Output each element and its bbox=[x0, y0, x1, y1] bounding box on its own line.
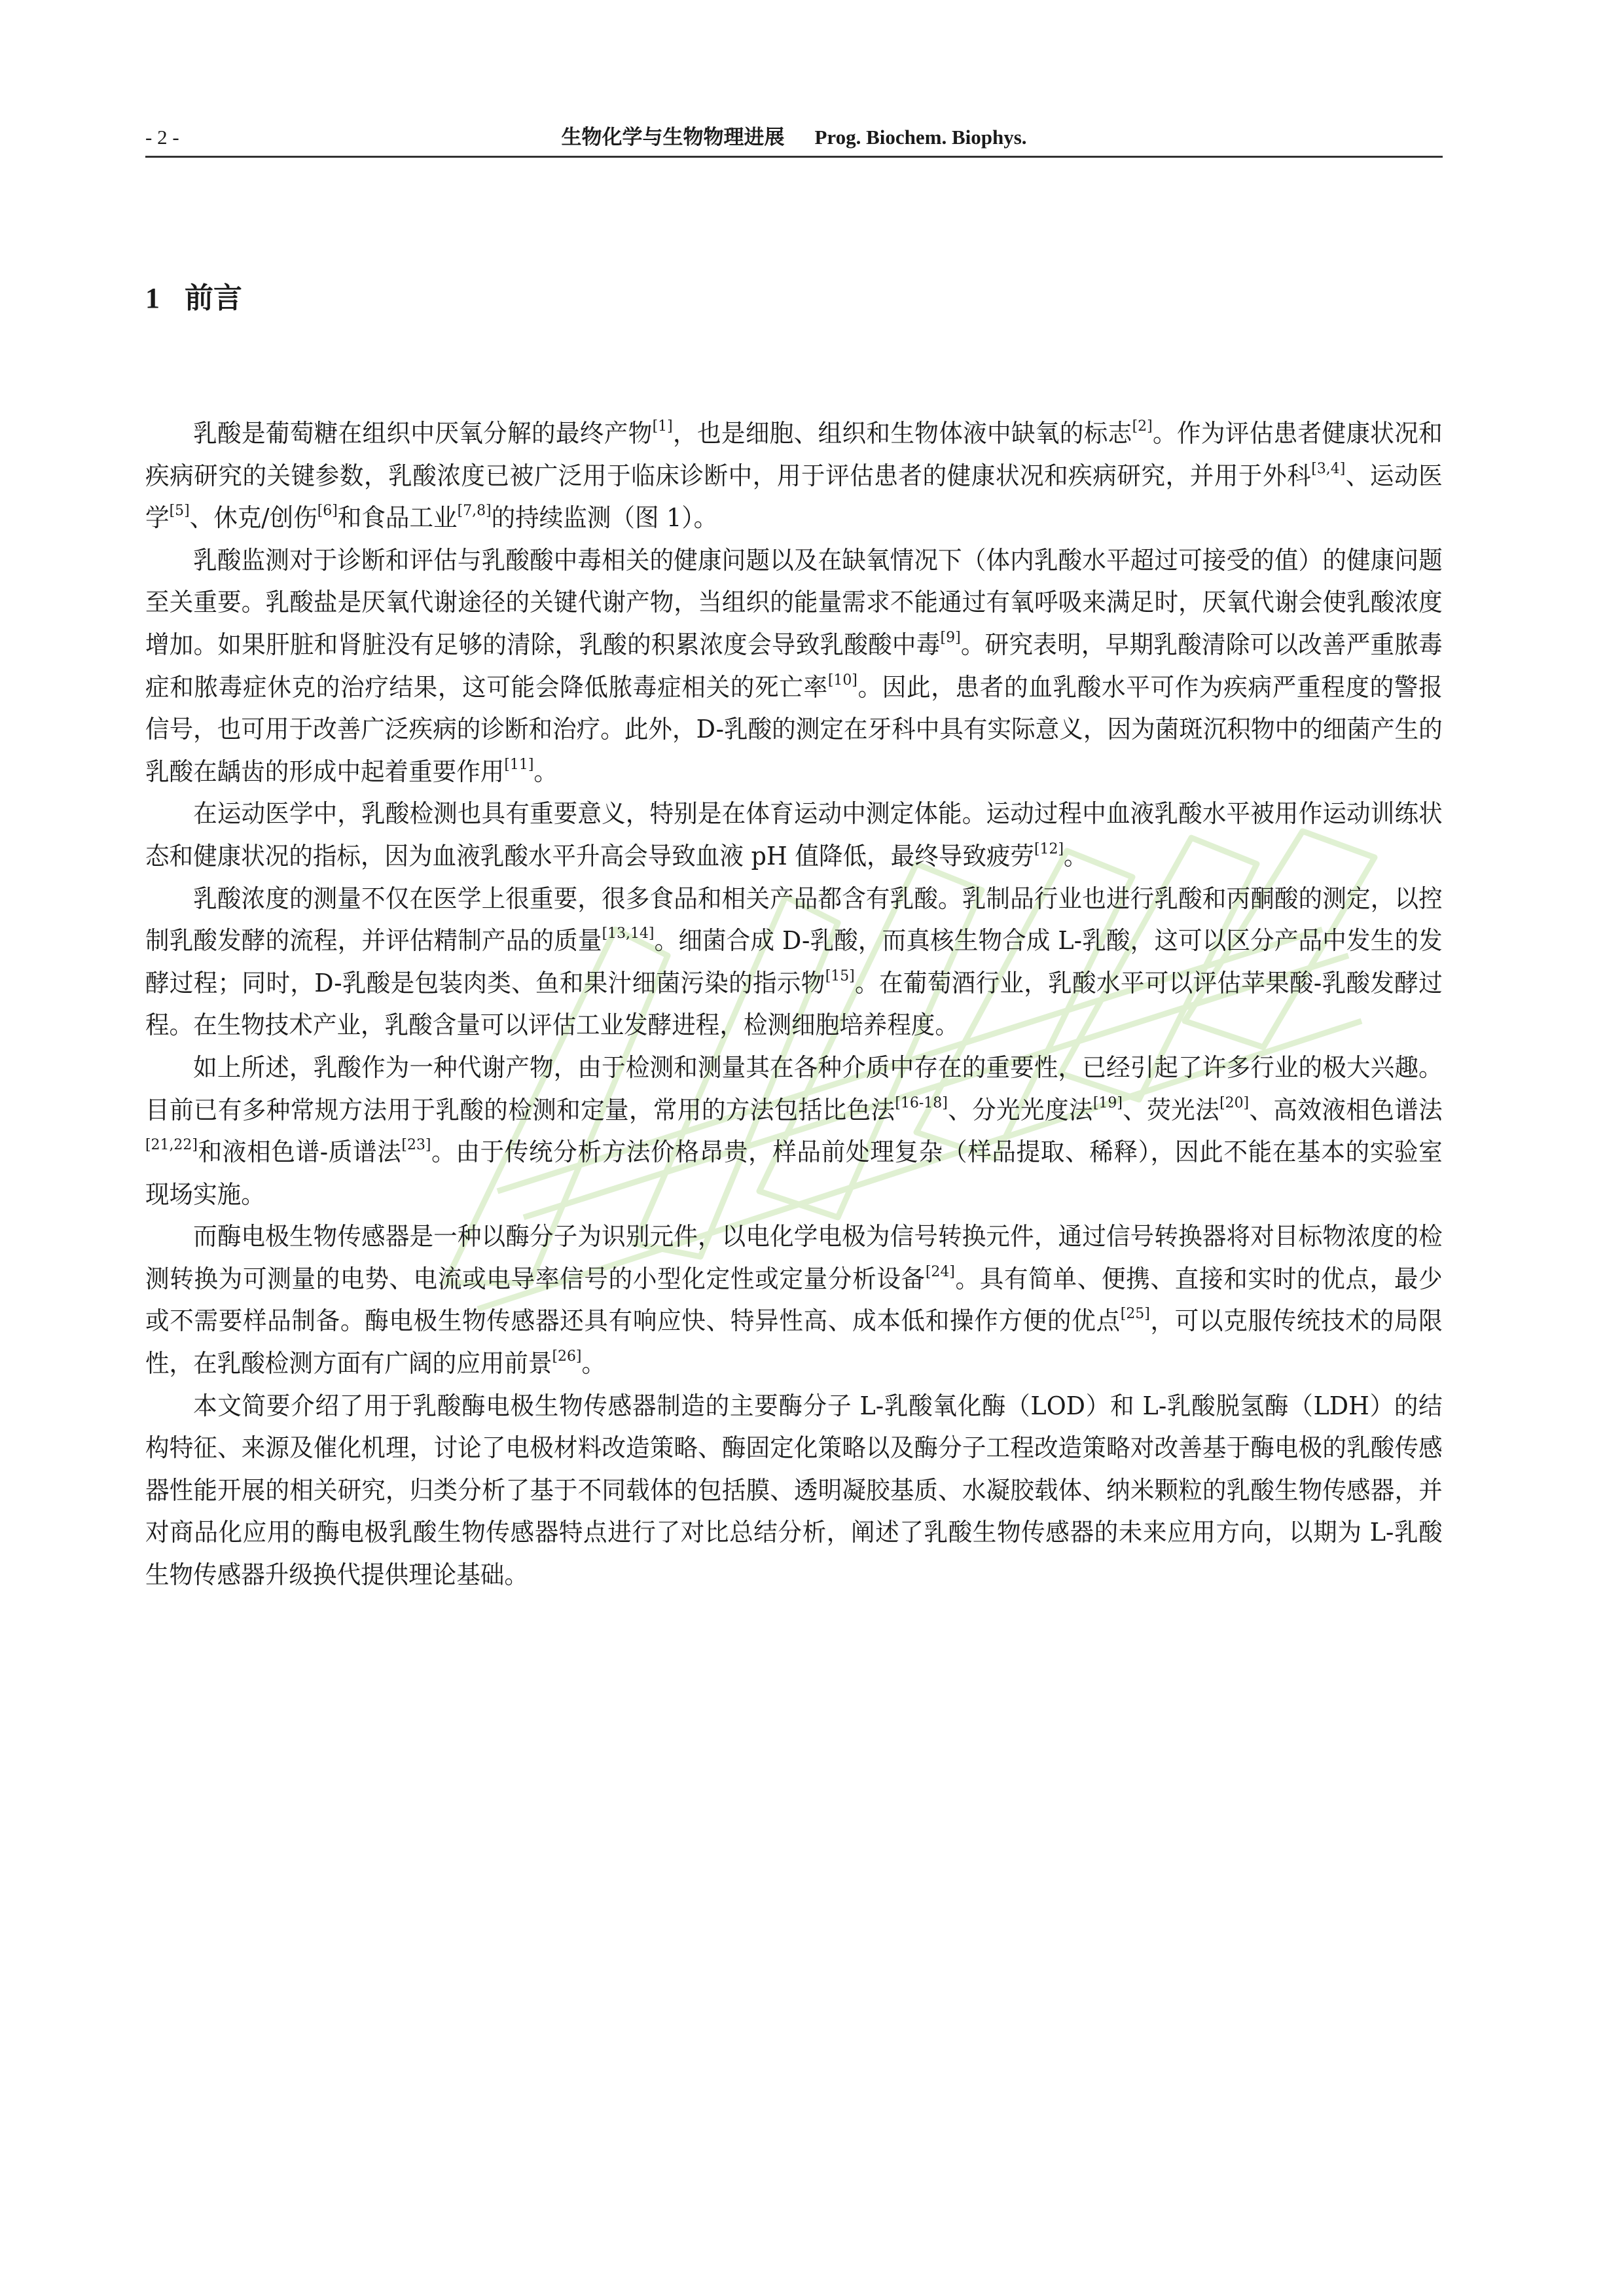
citation-ref[interactable]: [23] bbox=[401, 1136, 431, 1153]
paragraph-text: 如上所述，乳酸作为一种代谢产物，由于检测和测量其在各种介质中存在的重要性，已经引起了许多行业的极大兴趣。目前已有多种常规方法用于乳酸的检测和定量，常用的方法包括比色法 bbox=[145, 1052, 1443, 1124]
paragraph-text: 的持续监测（图 1）。 bbox=[491, 503, 718, 533]
citation-ref[interactable]: [5] bbox=[169, 502, 190, 520]
citation-ref[interactable]: [15] bbox=[825, 967, 855, 984]
citation-ref[interactable]: [13,14] bbox=[602, 925, 655, 942]
citation-ref[interactable]: [11] bbox=[504, 755, 534, 773]
citation-ref[interactable]: [1] bbox=[652, 417, 673, 435]
citation-ref[interactable]: [20] bbox=[1219, 1094, 1250, 1111]
paragraph-text: 、分光光度法 bbox=[947, 1095, 1093, 1124]
paragraph-text: 、运动医学 bbox=[145, 461, 1443, 533]
citation-ref[interactable]: [10] bbox=[827, 671, 857, 689]
paragraph bbox=[145, 1215, 1443, 1384]
journal-title bbox=[145, 123, 1443, 152]
paragraph bbox=[145, 878, 1443, 1047]
paragraph-text: ，可以克服传统技术的局限性，在乳酸检测方面有广阔的应用前景 bbox=[145, 1306, 1443, 1378]
body-text bbox=[145, 412, 1443, 1596]
paragraph-text: 和液相色谱-质谱法 bbox=[197, 1138, 402, 1167]
citation-ref[interactable]: [2] bbox=[1132, 417, 1153, 435]
citation-ref[interactable]: [12] bbox=[1034, 840, 1064, 857]
journal-title-en: Prog. Biochem. Biophys. bbox=[814, 126, 1027, 149]
paragraph-text: 。在葡萄酒行业，乳酸水平可以评估苹果酸-乳酸发酵过程。在生物技术产业，乳酸含量可以评估工业发酵进程，检测细胞培养程度。 bbox=[145, 968, 1443, 1040]
journal-title-cn: 生物化学与生物物理进展 bbox=[561, 126, 785, 149]
paragraph-text: 。因此，患者的血乳酸水平可作为疾病严重程度的警报信号，也可用于改善广泛疾病的诊断和治疗。此外，D-乳酸的测定在牙科中具有实际意义，因为菌斑沉积物中的细菌产生的乳酸在龋齿的形成中起着重要作用 bbox=[145, 672, 1443, 786]
page-number: - 2 - bbox=[145, 126, 179, 149]
paragraph-text: 乳酸浓度的测量不仅在医学上很重要，很多食品和相关产品都含有乳酸。乳制品行业也进行乳酸和丙酮酸的测定，以控制乳酸发酵的流程，并评估精制产品的质量 bbox=[145, 884, 1443, 956]
citation-ref[interactable]: [19] bbox=[1092, 1094, 1123, 1111]
paragraph-text: 。作为评估患者健康状况和疾病研究的关键参数，乳酸浓度已被广泛用于临床诊断中，用于评估患者的健康状况和疾病研究，并用于外科 bbox=[145, 419, 1443, 490]
paragraph-text: 。 bbox=[1064, 841, 1088, 870]
paragraph-text: 乳酸是葡萄糖在组织中厌氧分解的最终产物 bbox=[193, 419, 653, 448]
paragraph-text: 。研究表明，早期乳酸清除可以改善严重脓毒症和脓毒症休克的治疗结果，这可能会降低脓毒症相关的死亡率 bbox=[145, 630, 1443, 702]
paragraph-text: 、高效液相色谱法 bbox=[1249, 1095, 1443, 1124]
citation-ref[interactable]: [16-18] bbox=[895, 1094, 948, 1111]
running-header bbox=[145, 123, 1443, 158]
citation-ref[interactable]: [3,4] bbox=[1311, 459, 1346, 477]
citation-ref[interactable]: [7,8] bbox=[457, 502, 492, 520]
paragraph bbox=[145, 793, 1443, 877]
section-number: 1 bbox=[145, 282, 160, 314]
paragraph-text: 本文简要介绍了用于乳酸酶电极生物传感器制造的主要酶分子 L-乳酸氧化酶（LOD）和 L-乳酸脱氢酶（LDH）的结构特征、来源及催化机理，讨论了电极材料改造策略、酶固定化策略以及酶分子工程改造策略对改善基于酶电极的乳酸传感器性能开展的相关研究，归类分析了基于不同载体的包括膜、透明凝胶基质、水凝胶载体、纳米颗粒的乳酸生物传感器，并对商品化应用的酶电极乳酸生物传感器特点进行了对比总结分析，阐述了乳酸生物传感器的未来应用方向，以期为 L-乳酸生物传感器升级换代提供理论基础。 bbox=[145, 1391, 1443, 1590]
citation-ref[interactable]: [6] bbox=[317, 502, 338, 520]
paragraph-text: 、休克/创伤 bbox=[189, 503, 317, 533]
paragraph-text: 。具有简单、便携、直接和实时的优点，最少或不需要样品制备。酶电极生物传感器还具有响应快、特异性高、成本低和操作方便的优点 bbox=[145, 1264, 1443, 1336]
paragraph-text: 而酶电极生物传感器是一种以酶分子为识别元件，以电化学电极为信号转换元件，通过信号转换器将对目标物浓度的检测转换为可测量的电势、电流或电导率信号的小型化定性或定量分析设备 bbox=[145, 1222, 1443, 1293]
citation-ref[interactable]: [25] bbox=[1120, 1305, 1150, 1323]
paragraph-text: 。细菌合成 D-乳酸，而真核生物合成 L-乳酸，这可以区分产品中发生的发酵过程；同时，D-乳酸是包装肉类、鱼和果汁细菌污染的指示物 bbox=[145, 926, 1443, 997]
paragraph-text: 乳酸监测对于诊断和评估与乳酸酸中毒相关的健康问题以及在缺氧情况下（体内乳酸水平超过可接受的值）的健康问题至关重要。乳酸盐是厌氧代谢途径的关键代谢产物，当组织的能量需求不能通过有氧呼吸来满足时，厌氧代谢会使乳酸浓度增加。如果肝脏和肾脏没有足够的清除，乳酸的积累浓度会导致乳酸酸中毒 bbox=[145, 545, 1443, 659]
section-title: 前言 bbox=[185, 281, 242, 315]
paragraph-text: 。由于传统分析方法价格昂贵，样品前处理复杂（样品提取、稀释），因此不能在基本的实验室现场实施。 bbox=[145, 1138, 1443, 1209]
paragraph-text: ，也是细胞、组织和生物体液中缺氧的标志 bbox=[672, 419, 1132, 448]
paragraph-text: 在运动医学中，乳酸检测也具有重要意义，特别是在体育运动中测定体能。运动过程中血液乳酸水平被用作运动训练状态和健康状况的指标，因为血液乳酸水平升高会导致血液 pH 值降低，最终导致疲劳 bbox=[145, 799, 1443, 870]
citation-ref[interactable]: [24] bbox=[925, 1263, 955, 1280]
paragraph bbox=[145, 1047, 1443, 1215]
paragraph bbox=[145, 539, 1443, 793]
section-heading bbox=[145, 279, 242, 318]
paragraph-text: 、荧光法 bbox=[1122, 1095, 1220, 1124]
paragraph bbox=[145, 412, 1443, 539]
paragraph-text: 。 bbox=[581, 1349, 606, 1378]
citation-ref[interactable]: [26] bbox=[552, 1347, 582, 1365]
citation-ref[interactable]: [21,22] bbox=[145, 1136, 198, 1153]
paragraph-text: 。 bbox=[533, 757, 558, 786]
paragraph-text: 和食品工业 bbox=[337, 503, 458, 533]
paragraph bbox=[145, 1385, 1443, 1596]
citation-ref[interactable]: [9] bbox=[940, 628, 961, 646]
